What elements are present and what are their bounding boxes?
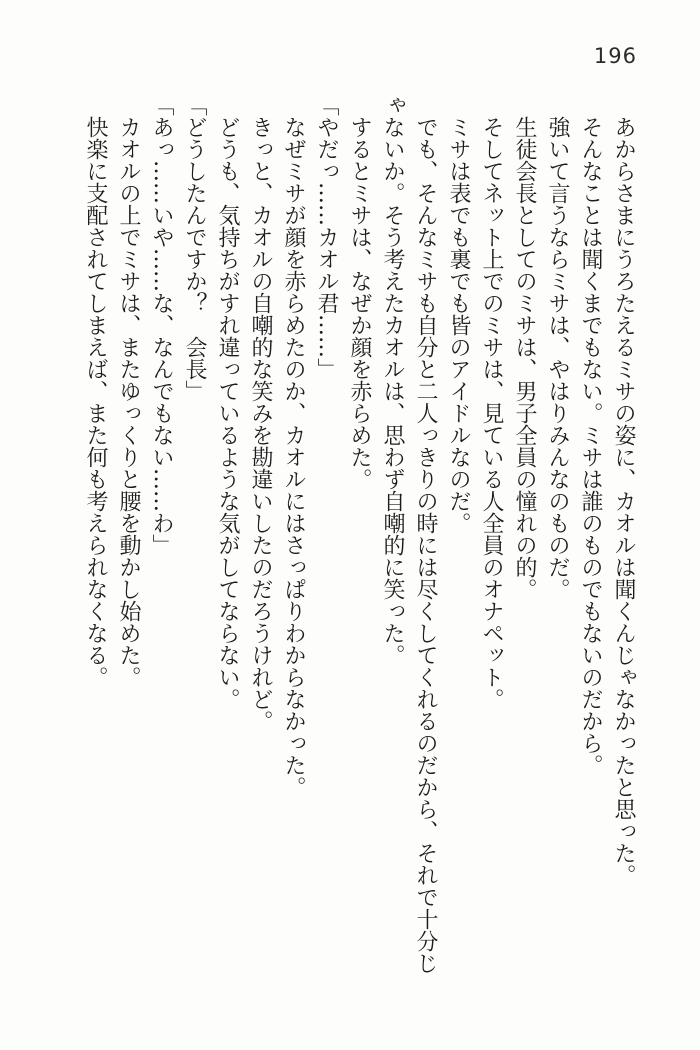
paragraph-15: カオルの上でミサは、またゆっくりと腰を動かし始めた。: [116, 116, 141, 688]
dialogue-line-2: 「どうしたんですか？ 会長」: [182, 94, 207, 402]
vertical-text-block: [79, 94, 640, 984]
paragraph-10: なぜミサが顔を赤らめたのか、カオルにはさっぱりわからなかった。: [281, 116, 306, 798]
paragraph-4: 生徒会長としてのミサは、男子全員の憧れの的。: [512, 116, 537, 600]
paragraph-2: そんなことは聞くまでもない。ミサは誰のものでもないのだから。: [578, 116, 603, 776]
page-number: 196: [593, 44, 637, 68]
paragraph-5: そしてネット上でのミサは、見ている人全員のオナペット。: [479, 116, 504, 710]
paragraph-16: 快楽に支配されてしまえば、また何も考えられなくなる。: [83, 116, 108, 688]
paragraph-3: 強いて言うならミサは、やはりみんなのものだ。: [545, 116, 570, 600]
paragraph-6: ミサは表でも裏でも皆のアイドルなのだ。: [446, 116, 471, 534]
dialogue-line-3: 「あっ……いや……な、なんでもない……わ」: [149, 94, 174, 556]
paragraph-12: どうも、気持ちがすれ違っているような気がしてならない。: [215, 116, 240, 710]
dialogue-line-1: 「やだっ……カオル君……」: [314, 94, 339, 380]
paragraph-7: でも、そんなミサも自分と二人っきりの時には尽くしてくれるのだから、それで十分じゃないか。そう考えたカオルは、思わず自嘲的に笑った。: [380, 94, 438, 974]
paragraph-8: するとミサは、なぜか顔を赤らめた。: [347, 116, 372, 490]
paragraph-1: あからさまにうろたえるミサの姿に、カオルは聞くんじゃなかったと思った。: [611, 116, 636, 886]
paragraph-11: きっと、カオルの自嘲的な笑みを勘違いしたのだろうけれど。: [248, 116, 273, 732]
